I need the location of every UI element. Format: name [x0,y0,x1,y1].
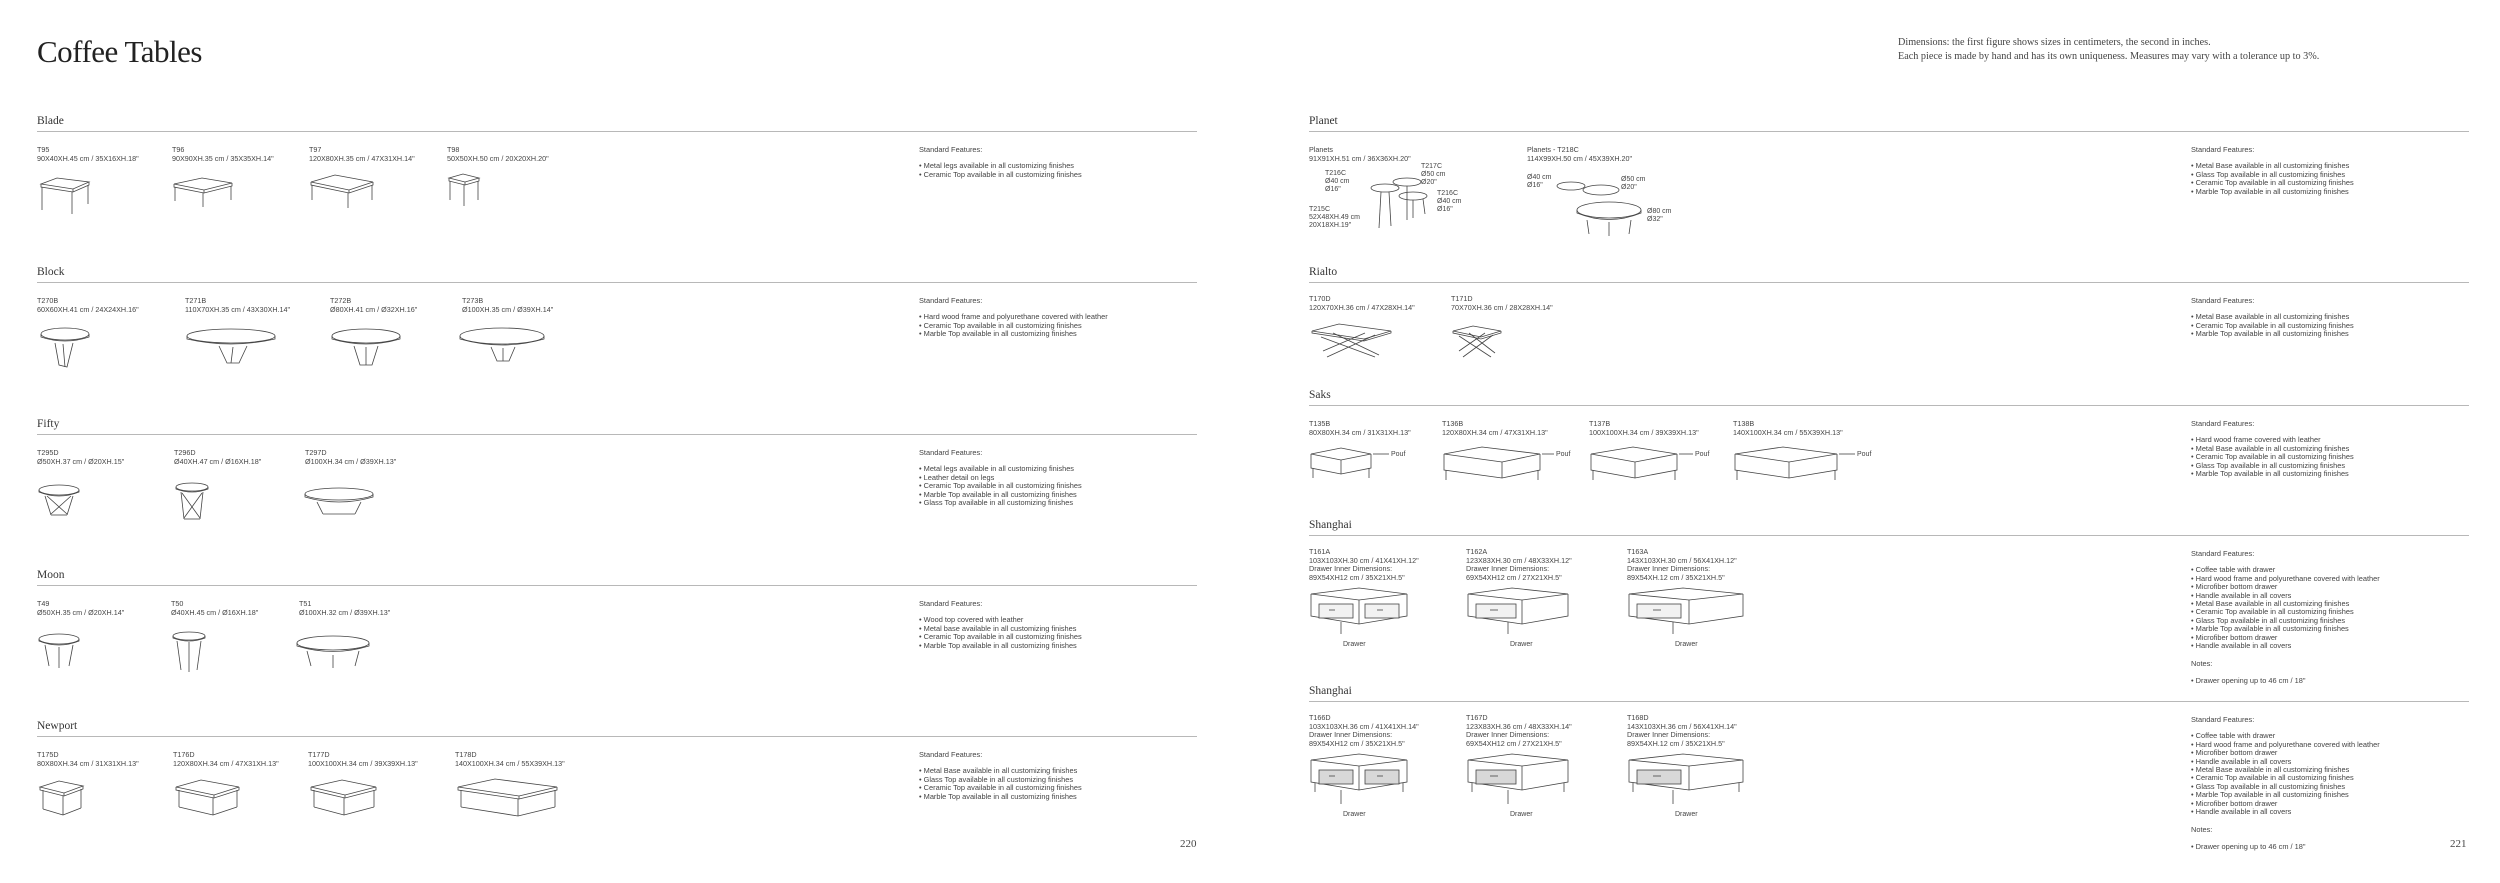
product-code: T96 [172,145,185,154]
feature-item: • Marble Top available in all customizing finishes [2191,188,2354,196]
table-drawing-t295d [37,483,87,523]
label-line: Ø50 cm [1421,171,1446,178]
product-dimensions: 100X100XH.34 cm / 39X39XH.13" [1589,427,1699,437]
product-code: T171D [1451,294,1473,303]
product-code: T167D [1466,713,1488,722]
section-divider [37,736,1197,737]
label-line: Ø80 cm [1647,208,1672,215]
section-shanghai-a [1309,518,2469,685]
table-drawing-t167d [1466,752,1576,828]
section-moon [37,568,1197,650]
table-drawing-t177d [308,775,388,825]
feature-item: • Hard wood frame and polyurethane covered with leather [919,313,1108,321]
product-dimensions: 140X100XH.34 cm / 55X39XH.13" [455,758,565,768]
notes-heading: Notes: [2191,659,2213,669]
standard-features [2191,420,2354,478]
product-code: T49 [37,599,50,608]
table-drawing-t51 [295,634,375,672]
product-item [299,600,390,617]
product-item [172,146,274,163]
product-item [37,297,139,314]
notes-heading: Notes: [2191,825,2213,835]
product-item [171,600,258,617]
feature-item: • Glass Top available in all customizing finishes [2191,462,2354,470]
section-title: Moon [37,569,65,581]
feature-item: • Metal Base available in all customizing finishes [2191,600,2380,608]
features-heading: Standard Features: [2191,145,2255,154]
product-item [1627,548,1737,582]
feature-item: • Ceramic Top available in all customizing finishes [919,784,1082,792]
section-divider [1309,535,2469,536]
planet-label-r80 [1647,208,1672,224]
product-item [173,751,279,768]
table-drawing-t273b [457,327,552,373]
product-item [330,297,417,314]
section-title: Saks [1309,389,1331,401]
section-blade [37,114,1197,179]
product-code: T95 [37,145,50,154]
features-heading: Standard Features: [919,296,983,305]
label-line: Ø32" [1647,216,1663,223]
drawer-inner-label: Drawer Inner Dimensions: [1309,730,1393,740]
label-line: Ø20" [1621,184,1637,191]
label-line: Ø40 cm [1437,198,1462,205]
feature-item: • Marble Top available in all customizing finishes [919,642,1082,650]
feature-item: • Marble Top available in all customizing finishes [2191,330,2354,338]
page-number-right: 221 [2450,838,2467,850]
drawer-inner-dimensions: 89X54XH.12 cm / 35X21XH.5" [1627,738,1725,748]
product-code: T177D [308,750,330,759]
product-dimensions: 103X103XH.30 cm / 41X41XH.12" [1309,555,1419,565]
feature-item: • Marble Top available in all customizing finishes [2191,791,2380,799]
drawer-inner-dimensions: 69X54XH12 cm / 27X21XH.5" [1466,738,1562,748]
feature-item: • Coffee table with drawer [2191,732,2380,740]
section-rialto [1309,265,2469,339]
table-drawing-t176d [173,775,253,825]
section-title: Planet [1309,115,1338,127]
label-line: 20X18XH.19" [1309,222,1352,229]
drawer-label: Drawer [1510,641,1533,648]
section-title: Blade [37,115,64,127]
product-code: T161A [1309,547,1331,556]
feature-item: • Glass Top available in all customizing finishes [2191,783,2380,791]
table-drawing-t166d [1309,752,1419,828]
feature-item: • Microfiber bottom drawer [2191,583,2380,591]
feature-item: • Metal Base available in all customizing finishes [2191,766,2380,774]
planet-label-t216c-b [1437,190,1462,214]
label-line: Ø16" [1437,206,1453,213]
product-dimensions: Ø100XH.35 cm / Ø39XH.14" [462,304,554,314]
table-drawing-t138b [1733,444,1883,494]
product-dimensions: 90X40XH.45 cm / 35X16XH.18" [37,153,139,163]
product-code: T51 [299,599,312,608]
table-drawing-t96 [172,174,242,214]
product-dimensions: 80X80XH.34 cm / 31X31XH.13" [1309,427,1411,437]
feature-item: • Ceramic Top available in all customizing finishes [2191,179,2354,187]
product-item [1451,295,1553,312]
product-code: T296D [174,448,196,457]
label-line: Ø50 cm [1621,176,1646,183]
table-drawing-t95 [37,170,97,220]
table-drawing-t162a [1466,586,1576,656]
product-dimensions: 120X80XH.34 cm / 47X31XH.13" [173,758,279,768]
product-code: T297D [305,448,327,457]
feature-item: • Marble Top available in all customizing finishes [919,793,1082,801]
feature-item: • Hard wood frame and polyurethane covered with leather [2191,741,2380,749]
product-dimensions: 91X91XH.51 cm / 36X36XH.20" [1309,153,1411,163]
product-item [37,449,124,466]
features-heading: Standard Features: [919,750,983,759]
section-divider [1309,405,2469,406]
feature-item: • Marble Top available in all customizing finishes [2191,470,2354,478]
product-dimensions: 110X70XH.35 cm / 43X30XH.14" [185,304,291,314]
planet-label-r40 [1527,174,1552,190]
planet-label-t215c [1309,206,1360,230]
drawer-label: Drawer [1510,811,1533,818]
note-item: • Drawer opening up to 46 cm / 18" [2191,843,2380,851]
feature-item: • Ceramic Top available in all customizing finishes [919,633,1082,641]
feature-item: • Handle available in all covers [2191,642,2380,650]
product-code: T168D [1627,713,1649,722]
product-dimensions: Ø50XH.35 cm / Ø20XH.14" [37,607,125,617]
section-title: Rialto [1309,266,1338,278]
product-item [1309,420,1411,437]
drawer-label: Drawer [1343,641,1366,648]
feature-item: • Glass Top available in all customizing finishes [2191,171,2354,179]
product-item [1466,548,1572,582]
product-dimensions: 114X99XH.50 cm / 45X39XH.20" [1527,153,1633,163]
feature-item: • Ceramic Top available in all customizing finishes [919,171,1082,179]
product-code: Planets [1309,145,1333,154]
drawer-label: Drawer [1675,641,1698,648]
feature-item: • Hard wood frame and polyurethane covered with leather [2191,575,2380,583]
feature-item: • Ceramic Top available in all customizing finishes [2191,322,2354,330]
product-dimensions: 50X50XH.50 cm / 20X20XH.20" [447,153,549,163]
product-item [37,600,124,617]
product-code: T176D [173,750,195,759]
feature-item: • Handle available in all covers [2191,808,2380,816]
drawer-inner-dimensions: 89X54XH.12 cm / 35X21XH.5" [1627,572,1725,582]
table-drawing-t168d [1627,752,1757,828]
product-code: T136B [1442,419,1464,428]
pouf-label: Pouf [1556,451,1571,458]
note-item: • Drawer opening up to 46 cm / 18" [2191,677,2380,685]
dimensions-note-line: Each piece is made by hand and has its own uniqueness. Measures may vary with a tolerance up to 3%. [1898,51,2320,62]
label-line: T216C [1325,170,1347,177]
label-line: T217C [1421,163,1443,170]
product-dimensions: Ø100XH.34 cm / Ø39XH.13" [305,456,397,466]
feature-item: • Ceramic Top available in all customizing finishes [919,482,1082,490]
dimensions-note [1898,36,2478,64]
product-item [308,751,418,768]
feature-item: • Handle available in all covers [2191,758,2380,766]
label-line: 52X48XH.49 cm [1309,214,1360,221]
product-code: T166D [1309,713,1331,722]
product-code: T272B [330,296,352,305]
standard-features [919,449,1082,507]
standard-features [2191,146,2354,196]
section-divider [37,585,1197,586]
product-code: T97 [309,145,322,154]
product-dimensions: 143X103XH.36 cm / 56X41XH.14" [1627,721,1737,731]
features-heading: Standard Features: [919,448,983,457]
product-code: T137B [1589,419,1611,428]
standard-features [919,297,1108,339]
drawer-inner-label: Drawer Inner Dimensions: [1309,564,1393,574]
product-code: T50 [171,599,184,608]
features-heading: Standard Features: [2191,296,2255,305]
section-title: Shanghai [1309,519,1352,531]
features-heading: Standard Features: [2191,549,2255,558]
feature-item: • Coffee table with drawer [2191,566,2380,574]
section-block [37,265,1197,339]
product-code: T170D [1309,294,1331,303]
section-title: Shanghai [1309,685,1352,697]
feature-item: • Marble Top available in all customizing finishes [919,330,1108,338]
product-item [447,146,549,163]
product-code: T175D [37,750,59,759]
product-code: T295D [37,448,59,457]
feature-item: • Ceramic Top available in all customizing finishes [2191,453,2354,461]
pouf-label: Pouf [1857,451,1872,458]
feature-item: • Glass Top available in all customizing finishes [919,499,1082,507]
product-dimensions: 70X70XH.36 cm / 28X28XH.14" [1451,302,1553,312]
feature-item: • Metal base available in all customizing finishes [919,625,1082,633]
drawer-inner-dimensions: 89X54XH12 cm / 35X21XH.5" [1309,738,1405,748]
table-drawing-t163a [1627,586,1757,656]
product-dimensions: 120X80XH.35 cm / 47X31XH.14" [309,153,415,163]
pouf-label: Pouf [1695,451,1710,458]
product-item [309,146,415,163]
product-item [1309,714,1419,748]
drawer-inner-dimensions: 69X54XH12 cm / 27X21XH.5" [1466,572,1562,582]
product-item [1466,714,1572,748]
table-drawing-t161a [1309,586,1419,656]
feature-item: • Microfiber bottom drawer [2191,634,2380,642]
product-dimensions: 123X83XH.36 cm / 48X33XH.14" [1466,721,1572,731]
standard-features [2191,550,2380,685]
product-item [1309,146,1411,163]
product-code: T162A [1466,547,1488,556]
feature-item: • Metal Base available in all customizing finishes [919,767,1082,775]
section-title: Block [37,266,65,278]
table-drawing-t170d [1309,321,1399,365]
table-drawing-t49 [37,632,87,674]
feature-item: • Ceramic Top available in all customizing finishes [2191,608,2380,616]
product-dimensions: 140X100XH.34 cm / 55X39XH.13" [1733,427,1843,437]
pouf-label: Pouf [1391,451,1406,458]
product-code: Planets - T218C [1527,145,1579,154]
table-drawing-planets [1367,174,1437,232]
product-code: T138B [1733,419,1755,428]
feature-item: • Marble Top available in all customizing finishes [919,491,1082,499]
product-dimensions: Ø40XH.47 cm / Ø16XH.18" [174,456,262,466]
product-item [185,297,290,314]
planet-label-t216c [1325,170,1350,194]
product-code: T270B [37,296,59,305]
product-dimensions: Ø100XH.32 cm / Ø39XH.13" [299,607,391,617]
features-heading: Standard Features: [919,145,983,154]
dimensions-note-line: Dimensions: the first figure shows sizes in centimeters, the second in inches. [1898,37,2211,48]
product-item [1733,420,1843,437]
product-item [305,449,396,466]
feature-item: • Metal legs available in all customizing finishes [919,162,1082,170]
table-drawing-t297d [303,487,378,521]
drawer-inner-label: Drawer Inner Dimensions: [1627,730,1711,740]
features-heading: Standard Features: [919,599,983,608]
product-dimensions: 143X103XH.30 cm / 56X41XH.12" [1627,555,1737,565]
feature-item: • Handle available in all covers [2191,592,2380,600]
section-planet [1309,114,2469,229]
product-item [1589,420,1699,437]
page-title: Coffee Tables [37,34,202,69]
feature-item: • Metal Base available in all customizing finishes [2191,313,2354,321]
product-dimensions: 100X100XH.34 cm / 39X39XH.13" [308,758,418,768]
product-item [455,751,565,768]
product-dimensions: 80X80XH.34 cm / 31X31XH.13" [37,758,139,768]
product-code: T273B [462,296,484,305]
product-item [1627,714,1737,748]
product-dimensions: 90X90XH.35 cm / 35X35XH.14" [172,153,274,163]
feature-item: • Metal legs available in all customizing finishes [919,465,1082,473]
product-item [174,449,261,466]
table-drawing-t272b [330,327,405,373]
section-title: Fifty [37,418,60,430]
section-divider [37,131,1197,132]
drawer-inner-label: Drawer Inner Dimensions: [1627,564,1711,574]
drawer-label: Drawer [1675,811,1698,818]
section-divider [1309,282,2469,283]
label-line: T216C [1437,190,1459,197]
product-dimensions: 120X70XH.36 cm / 47X28XH.14" [1309,302,1415,312]
table-drawing-t50 [171,630,217,676]
product-item [37,751,139,768]
drawer-inner-label: Drawer Inner Dimensions: [1466,730,1550,740]
table-drawing-t98 [447,172,487,216]
drawer-inner-dimensions: 89X54XH12 cm / 35X21XH.5" [1309,572,1405,582]
product-dimensions: 103X103XH.36 cm / 41X41XH.14" [1309,721,1419,731]
table-drawing-t178d [455,775,565,825]
table-drawing-t296d [174,481,220,527]
table-drawing-t137b [1589,444,1719,494]
product-item [1309,548,1419,582]
feature-item: • Microfiber bottom drawer [2191,749,2380,757]
table-drawing-t135b [1309,444,1419,490]
section-divider [37,282,1197,283]
standard-features [919,146,1082,179]
label-line: Ø40 cm [1527,174,1552,181]
product-item [1442,420,1548,437]
feature-item: • Ceramic Top available in all customizing finishes [919,322,1108,330]
product-code: T135B [1309,419,1331,428]
standard-features [2191,297,2354,339]
label-line: Ø40 cm [1325,178,1350,185]
section-divider [1309,131,2469,132]
section-divider [1309,701,2469,702]
product-code: T271B [185,296,207,305]
product-dimensions: Ø40XH.45 cm / Ø16XH.18" [171,607,259,617]
product-code: T98 [447,145,460,154]
product-item [462,297,553,314]
features-heading: Standard Features: [2191,715,2255,724]
table-drawing-t97 [309,172,379,216]
product-item [37,146,139,163]
label-line: Ø20" [1421,179,1437,186]
table-drawing-t270b [39,325,99,375]
feature-item: • Metal Base available in all customizing finishes [2191,445,2354,453]
feature-item: • Wood top covered with leather [919,616,1082,624]
product-item [1527,146,1632,163]
feature-item: • Microfiber bottom drawer [2191,800,2380,808]
product-code: T178D [455,750,477,759]
product-dimensions: 120X80XH.34 cm / 47X31XH.13" [1442,427,1548,437]
standard-features [919,600,1082,650]
product-dimensions: 123X83XH.30 cm / 48X33XH.12" [1466,555,1572,565]
product-item [1309,295,1415,312]
feature-item: • Leather detail on legs [919,474,1082,482]
feature-item: • Hard wood frame covered with leather [2191,436,2354,444]
table-drawing-t136b [1442,444,1572,494]
table-drawing-planets-t218c [1549,176,1645,238]
section-saks [1309,388,2469,479]
feature-item: • Metal Base available in all customizing finishes [2191,162,2354,170]
features-heading: Standard Features: [2191,419,2255,428]
section-fifty [37,417,1197,508]
standard-features [919,751,1082,801]
product-dimensions: Ø80XH.41 cm / Ø32XH.16" [330,304,418,314]
page-number-left: 220 [1180,838,1197,850]
drawer-label: Drawer [1343,811,1366,818]
standard-features [2191,716,2380,851]
product-dimensions: Ø50XH.37 cm / Ø20XH.15" [37,456,125,466]
product-dimensions: 60X60XH.41 cm / 24X24XH.16" [37,304,139,314]
feature-item: • Glass Top available in all customizing finishes [919,776,1082,784]
feature-item: • Marble Top available in all customizing finishes [2191,625,2380,633]
label-line: T215C [1309,206,1331,213]
product-code: T163A [1627,547,1649,556]
table-drawing-t171d [1451,323,1511,367]
table-drawing-t175d [37,775,97,825]
label-line: Ø16" [1527,182,1543,189]
feature-item: • Glass Top available in all customizing finishes [2191,617,2380,625]
section-newport [37,719,1197,801]
label-line: Ø16" [1325,186,1341,193]
feature-item: • Ceramic Top available in all customizing finishes [2191,774,2380,782]
table-drawing-t271b [185,327,285,373]
drawer-inner-label: Drawer Inner Dimensions: [1466,564,1550,574]
section-divider [37,434,1197,435]
section-title: Newport [37,720,78,732]
